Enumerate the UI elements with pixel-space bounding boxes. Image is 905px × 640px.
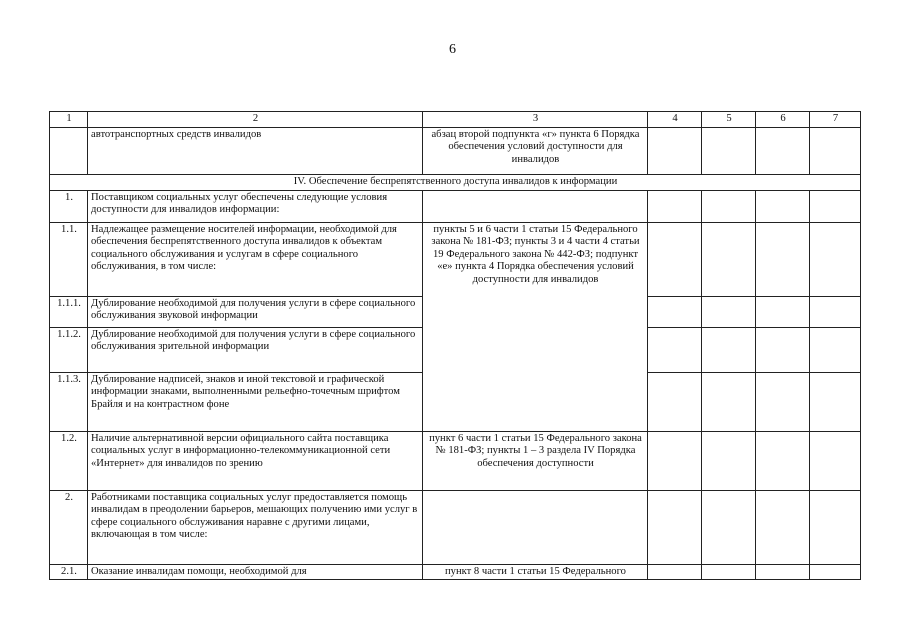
table-row: [50, 223, 861, 297]
row-number: 1.1.3.: [50, 373, 88, 432]
header-cell: 7: [810, 112, 861, 128]
table-row: [50, 191, 861, 223]
requirements-table: [49, 111, 861, 580]
row-text: Дублирование необходимой для получения услуги в сфере социального обслуживания зрительной информации: [88, 328, 423, 373]
table-row: [50, 432, 861, 491]
row-legal-basis: пункты 5 и 6 части 1 статьи 15 Федерального закона № 181-ФЗ; пункты 3 и 4 части 4 статьи 19 Федерального закона № 442-ФЗ; подпункт «е» пункта 4 Порядка обеспечения условий доступности для инвалидов: [423, 223, 648, 432]
row-legal-basis: пункт 8 части 1 статьи 15 Федерального: [423, 565, 648, 580]
row-legal-basis: абзац второй подпункта «г» пункта 6 Порядка обеспечения условий доступности для инвалидов: [423, 128, 648, 175]
table-row: [50, 491, 861, 565]
row-number: 1.1.: [50, 223, 88, 297]
row-text: Дублирование надписей, знаков и иной текстовой и графической информации знаками, выполненными рельефно-точечным шрифтом Брайля и на контрастном фоне: [88, 373, 423, 432]
header-cell: 1: [50, 112, 88, 128]
row-number: 1.1.2.: [50, 328, 88, 373]
header-cell: 6: [756, 112, 810, 128]
table-row: [50, 565, 861, 580]
row-number: 1.1.1.: [50, 297, 88, 328]
row-text: Дублирование необходимой для получения услуги в сфере социального обслуживания звуковой информации: [88, 297, 423, 328]
row-text: Поставщиком социальных услуг обеспечены следующие условия доступности для инвалидов информации:: [88, 191, 423, 223]
row-text: Наличие альтернативной версии официального сайта поставщика социальных услуг в информационно-телекоммуникационной сети «Интернет» для инвалидов по зрению: [88, 432, 423, 491]
section-heading: IV. Обеспечение беспрепятственного доступа инвалидов к информации: [50, 175, 861, 191]
page-number: 6: [449, 42, 456, 57]
row-legal-basis: пункт 6 части 1 статьи 15 Федерального закона № 181-ФЗ; пункты 1 – 3 раздела IV Порядка обеспечения доступности: [423, 432, 648, 491]
header-cell: 4: [648, 112, 702, 128]
row-number: [50, 128, 88, 175]
row-number: 1.2.: [50, 432, 88, 491]
row-number: 2.: [50, 491, 88, 565]
row-number: 1.: [50, 191, 88, 223]
section-heading-row: [50, 175, 861, 191]
row-text: Оказание инвалидам помощи, необходимой для: [88, 565, 423, 580]
row-number: 2.1.: [50, 565, 88, 580]
header-cell: 5: [702, 112, 756, 128]
row-text: Надлежащее размещение носителей информации, необходимой для обеспечения беспрепятственного доступа инвалидов к объектам социального обслуживания и услугам в сфере социального обслуживания, в том числе:: [88, 223, 423, 297]
row-text: Работниками поставщика социальных услуг предоставляется помощь инвалидам в преодолении барьеров, мешающих получению ими услуг в сфере социального обслуживания наравне с другими лицами, включающая в том числе:: [88, 491, 423, 565]
header-cell: 3: [423, 112, 648, 128]
header-cell: 2: [88, 112, 423, 128]
table-header-row: [50, 112, 861, 128]
table-row: [50, 128, 861, 175]
row-text: автотранспортных средств инвалидов: [88, 128, 423, 175]
